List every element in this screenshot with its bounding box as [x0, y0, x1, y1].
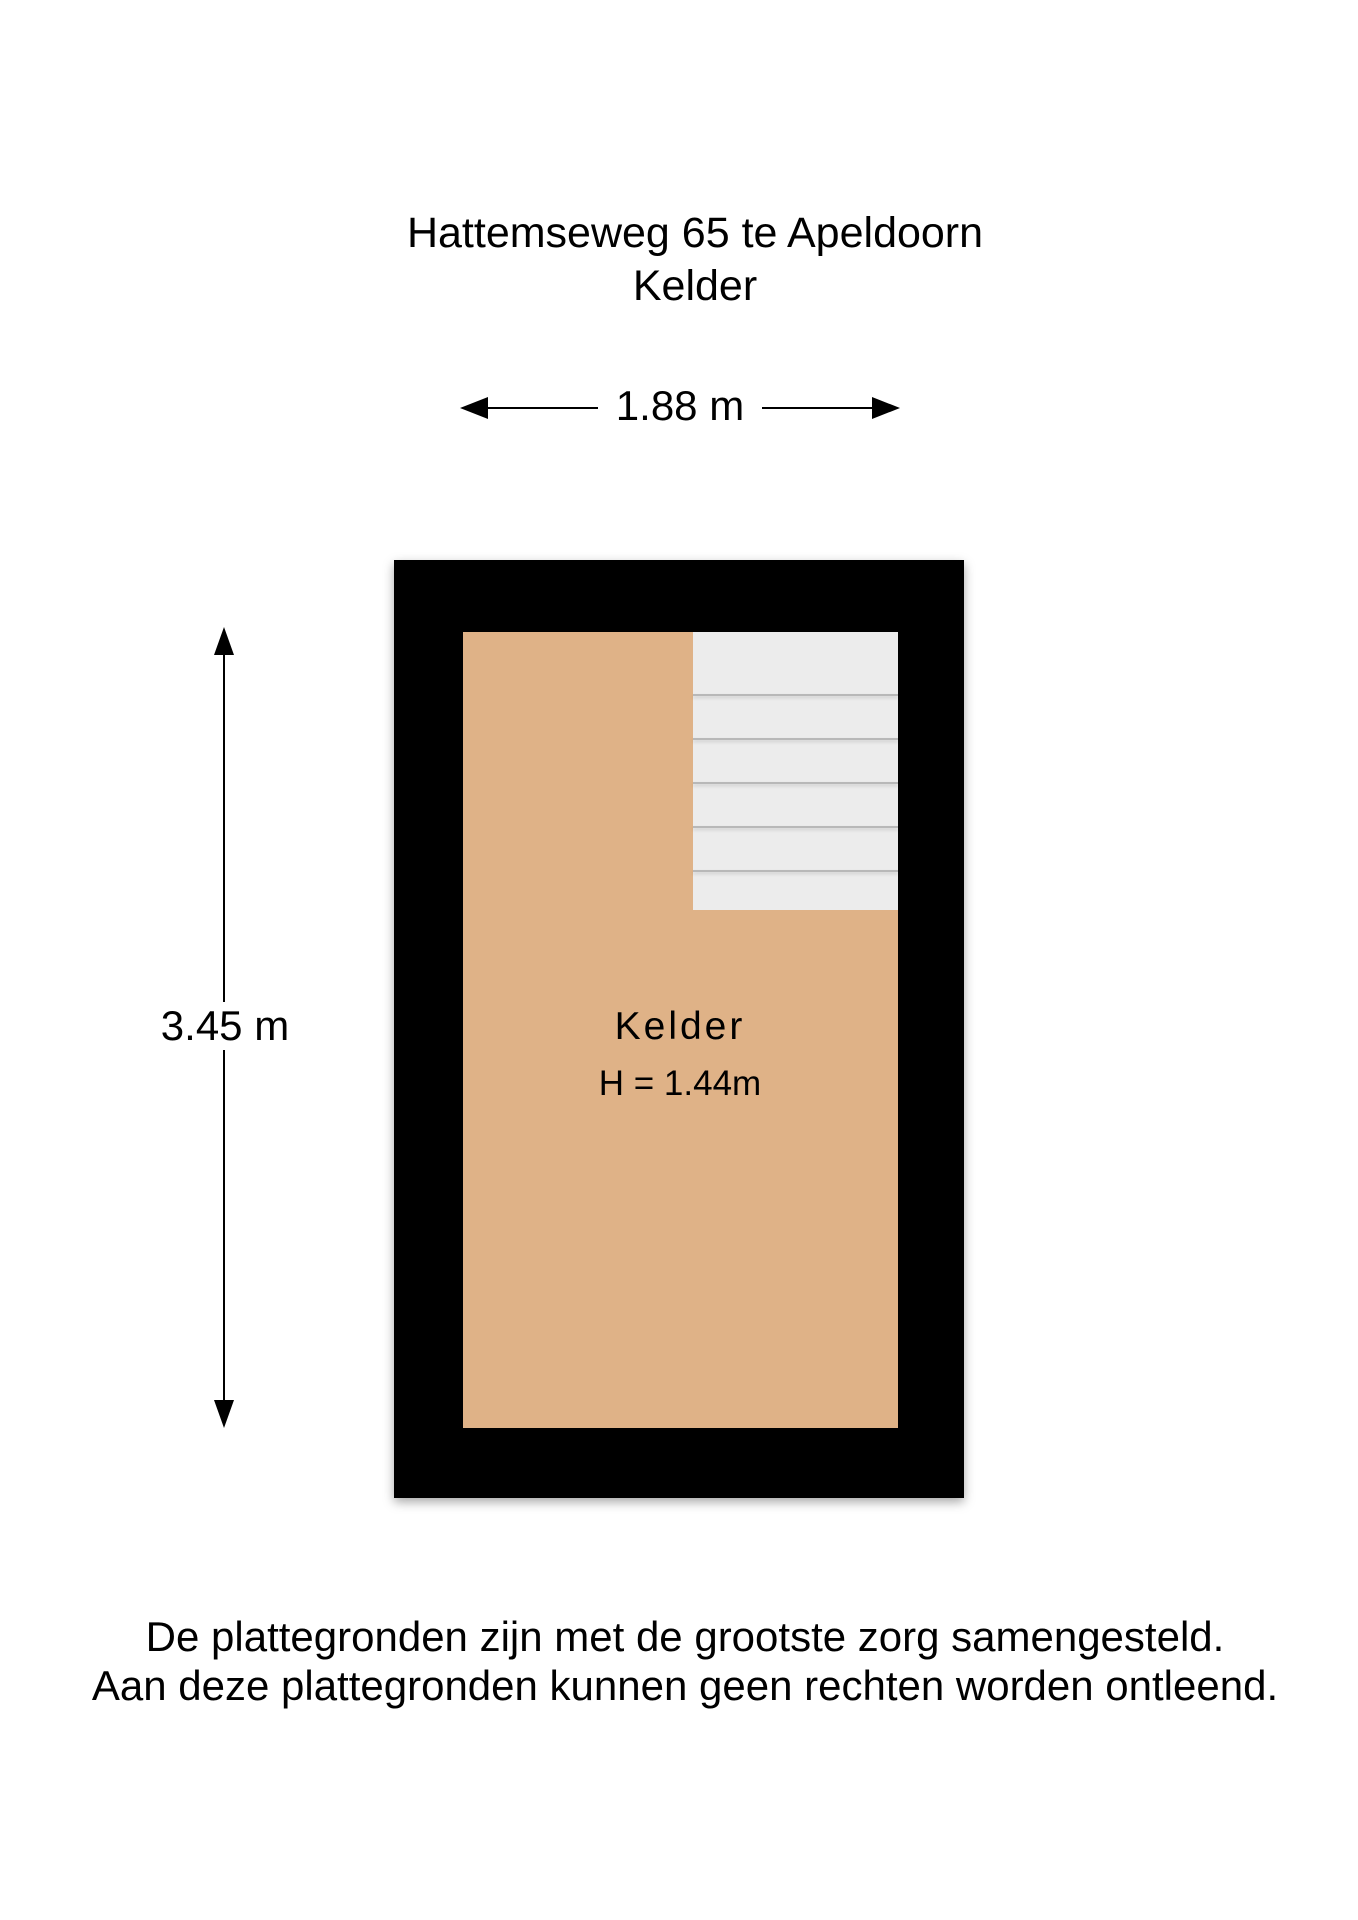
plan-address: Hattemseweg 65 te Apeldoorn: [406, 209, 984, 257]
depth-dimension-label: 3.45 m: [140, 1002, 310, 1050]
stair-step: [693, 738, 898, 740]
plan-floor-name: Kelder: [632, 262, 758, 310]
dimension-arrow-left-icon: [460, 397, 488, 419]
staircase: [693, 632, 898, 910]
dimension-line-right: [762, 407, 874, 409]
dimension-line-left: [486, 407, 598, 409]
stair-step: [693, 826, 898, 828]
room-height-label: H = 1.44m: [598, 1064, 762, 1103]
stair-step: [693, 870, 898, 872]
disclaimer-line-2: Aan deze plattegronden kunnen geen rechten worden ontleend.: [91, 1662, 1279, 1709]
dimension-arrow-right-icon: [872, 397, 900, 419]
dimension-arrow-down-icon: [214, 1400, 234, 1428]
stair-step: [693, 782, 898, 784]
stair-step: [693, 694, 898, 696]
dimension-arrow-up-icon: [214, 627, 234, 655]
width-dimension-label: 1.88 m: [615, 382, 745, 429]
disclaimer-line-1: De plattegronden zijn met de grootste zorg samengesteld.: [145, 1613, 1225, 1660]
room-label: Kelder: [614, 1005, 746, 1048]
